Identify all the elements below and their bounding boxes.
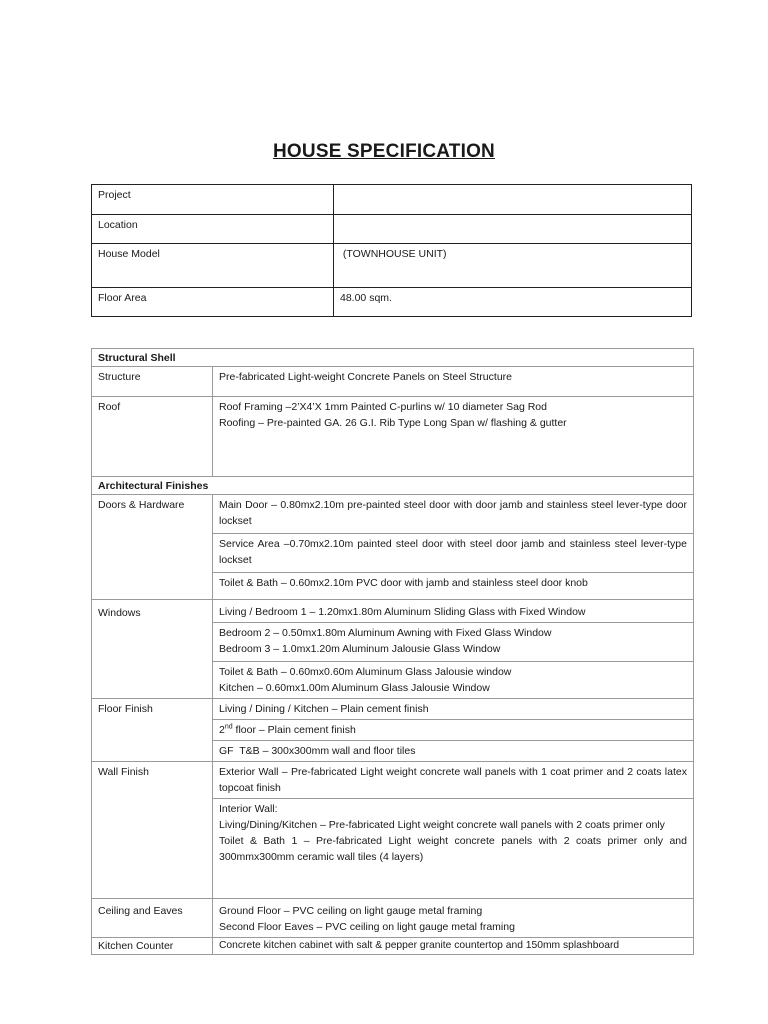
spec-value [213,699,694,762]
spec-line: Main Door – 0.80mx2.10m pre-painted steel door with door jamb and stainless steel lever-type door lockset [213,495,693,534]
spec-line: Bedroom 3 – 1.0mx1.20m Aluminum Jalousie Glass Window [219,643,501,655]
spec-label: Kitchen Counter [92,938,213,955]
spec-line: Living/Dining/Kitchen – Pre-fabricated Light weight concrete wall panels with 2 coats primer only [219,819,665,831]
ordinal-suffix: nd [224,723,233,731]
section-header: Architectural Finishes [92,477,694,495]
section-header-row [92,477,694,495]
table-row [92,367,694,397]
spec-line: Toilet & Bath – 0.60mx0.60m Aluminum Glass Jalousie window [219,666,512,678]
spec-line: GF T&B – 300x300mm wall and floor tiles [219,745,416,757]
row-label: Project [92,185,334,215]
page-title: HOUSE SPECIFICATION [273,141,495,162]
sub-table [213,600,693,698]
row-value [334,185,692,215]
spec-label: Ceiling and Eaves [92,899,213,938]
table-row [92,495,694,600]
spec-label: Structure [92,367,213,397]
row-label: Location [92,215,334,244]
spec-value [213,623,693,662]
table-row [92,244,692,288]
spec-value [213,495,694,600]
spec-line: Kitchen – 0.60mx1.00m Aluminum Glass Jalousie Window [219,682,490,694]
spec-label: Doors & Hardware [92,495,213,600]
spec-line: Interior Wall: [219,803,278,815]
spec-line [213,720,693,741]
row-label: Floor Area [92,288,334,317]
table-row [92,397,694,477]
table-row [92,899,694,938]
specification-table [91,348,694,955]
spec-line: Roof Framing –2’X4’X 1mm Painted C-purlins w/ 10 diameter Sag Rod [219,401,547,413]
spec-line: Bedroom 2 – 0.50mx1.80m Aluminum Awning with Fixed Glass Window [219,627,552,639]
ordinal: 2 [219,724,225,736]
table-row [92,215,692,244]
table-row [92,288,692,317]
spec-value: Pre-fabricated Light-weight Concrete Panels on Steel Structure [213,367,694,397]
spec-value: Concrete kitchen cabinet with salt & pepper granite countertop and 150mm splashboard [213,938,694,955]
spec-line: Ground Floor – PVC ceiling on light gauge metal framing [219,905,483,917]
row-label: House Model [92,244,334,288]
row-value: (TOWNHOUSE UNIT) [334,244,692,288]
spec-value [213,899,694,938]
spec-line: Second Floor Eaves – PVC ceiling on light gauge metal framing [219,921,515,933]
spec-value [213,397,694,477]
sub-table [213,762,693,898]
sub-table [213,495,693,599]
spec-value [213,762,694,899]
spec-line: Toilet & Bath 1 – Pre-fabricated Light weight concrete panels with 2 coats primer only and 300mmx300mm ceramic wall tiles (4 layers) [219,835,687,863]
spec-value [213,799,693,899]
table-row [92,938,694,955]
spec-line: Service Area –0.70mx2.10m painted steel door with steel door jamb and stainless steel lever-type lockset [213,534,693,573]
table-row [92,699,694,762]
table-row [92,762,694,899]
section-header: Structural Shell [92,349,694,367]
spec-label: Wall Finish [92,762,213,899]
sub-table [213,699,693,761]
spec-line: Living / Dining / Kitchen – Plain cement finish [213,699,693,720]
spec-line-rest: floor – Plain cement finish [232,724,356,736]
row-value: 48.00 sqm. [334,288,692,317]
spec-label: Windows [92,600,213,699]
section-header-row [92,349,694,367]
spec-line: Roofing – Pre-painted GA. 26 G.I. Rib Type Long Span w/ flashing & gutter [219,417,567,429]
spec-value [213,600,694,699]
table-row [92,185,692,215]
spec-line: Living / Bedroom 1 – 1.20mx1.80m Aluminum Sliding Glass with Fixed Window [213,600,693,623]
project-summary-table [91,184,692,317]
spec-value [213,662,693,699]
spec-label: Roof [92,397,213,477]
spec-line: Exterior Wall – Pre-fabricated Light weight concrete wall panels with 1 coat primer and 2 coats latex topcoat finish [213,762,693,799]
row-value [334,215,692,244]
spec-line: Toilet & Bath – 0.60mx2.10m PVC door with jamb and stainless steel door knob [219,577,588,589]
table-row [92,600,694,699]
spec-label: Floor Finish [92,699,213,762]
